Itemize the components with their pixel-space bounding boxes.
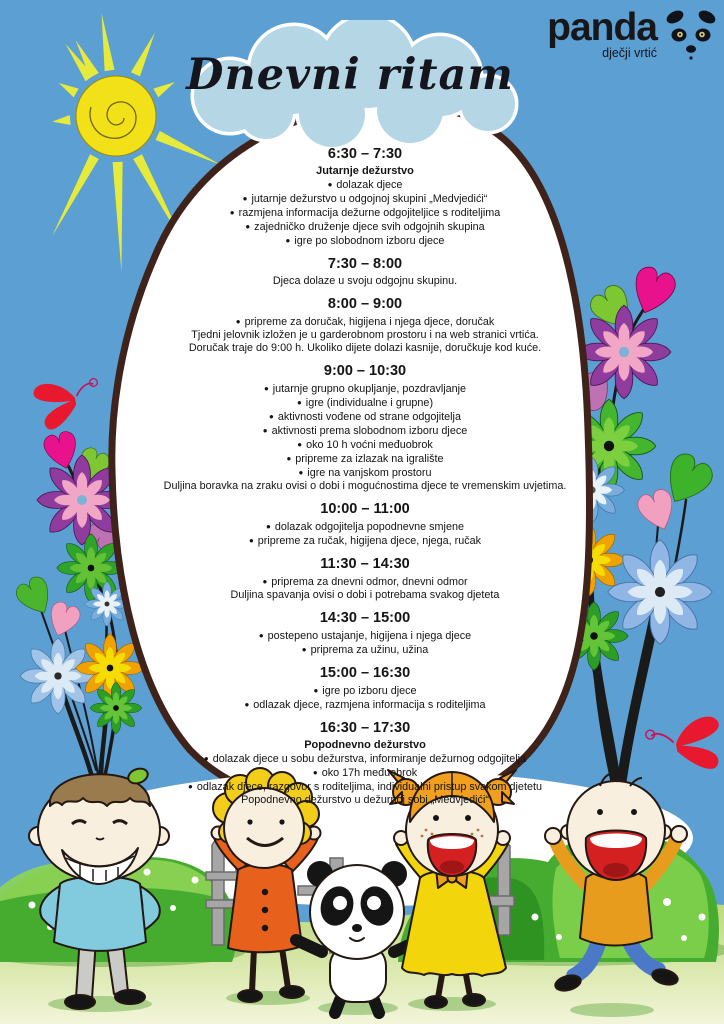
bullet-dot: ● bbox=[296, 398, 302, 407]
bullet-item bbox=[140, 698, 590, 712]
note-line bbox=[140, 342, 590, 355]
item-text: postepeno ustajanje, higijena i njega djece bbox=[267, 630, 472, 642]
section-time: 11:30 – 14:30 bbox=[320, 556, 410, 572]
bullet-item bbox=[140, 410, 590, 424]
schedule-section bbox=[140, 556, 590, 602]
bullet-dot: ● bbox=[248, 536, 254, 545]
section-time: 14:30 – 15:00 bbox=[319, 610, 411, 626]
item-text: pripreme za doručak, higijena i njega djece, doručak bbox=[244, 316, 495, 328]
schedule-section bbox=[140, 720, 590, 807]
item-text: Doručak traje do 9:00 h. Ukoliko dijete dolazi kasnije, doručkuje kod kuće. bbox=[188, 342, 542, 354]
section-time: 9:00 – 10:30 bbox=[323, 363, 407, 379]
item-text: odlazak djece, razgovor s roditeljima, individualni pristup svakom djetetu bbox=[196, 781, 542, 793]
section-time: 15:00 – 16:30 bbox=[319, 665, 411, 681]
schedule-section bbox=[140, 610, 590, 657]
bullet-dot: ● bbox=[235, 317, 241, 326]
item-text: Duljina spavanja ovisi o dobi i potrebama svakog djeteta bbox=[230, 589, 500, 601]
schedule-section bbox=[140, 363, 590, 493]
bullet-item bbox=[140, 466, 590, 480]
item-text: Djeca dolaze u svoju odgojnu skupinu. bbox=[272, 275, 458, 287]
bullet-dot: ● bbox=[258, 631, 264, 640]
bullet-dot: ● bbox=[229, 208, 235, 217]
bullet-item bbox=[140, 534, 590, 548]
note-line bbox=[140, 275, 590, 288]
item-text: priprema za užinu, užina bbox=[310, 644, 429, 656]
item-text: igre (individualne i grupne) bbox=[305, 397, 434, 409]
item-text: jutarnje grupno okupljanje, pozdravljanje bbox=[272, 383, 467, 395]
bullet-dot: ● bbox=[312, 768, 318, 777]
bullet-dot: ● bbox=[285, 236, 291, 245]
bullet-dot: ● bbox=[297, 440, 303, 449]
bullet-item bbox=[140, 643, 590, 657]
bullet-item bbox=[140, 192, 590, 206]
section-subtitle: Popodnevno dežurstvo bbox=[304, 739, 426, 751]
section-time: 8:00 – 9:00 bbox=[327, 296, 403, 312]
note-line bbox=[140, 480, 590, 493]
logo-wordmark: panda bbox=[547, 6, 657, 49]
section-time: 6:30 – 7:30 bbox=[327, 146, 403, 162]
schedule-section bbox=[140, 665, 590, 712]
bullet-dot: ● bbox=[263, 384, 269, 393]
logo-tagline: dječji vrtić bbox=[602, 46, 657, 60]
schedule-section bbox=[140, 501, 590, 548]
logo-text bbox=[547, 6, 657, 60]
bullet-item bbox=[140, 178, 590, 192]
schedule-section bbox=[140, 256, 590, 288]
bullet-item bbox=[140, 452, 590, 466]
item-text: odlazak djece, razmjena informacija s roditeljima bbox=[253, 699, 486, 711]
bullet-item bbox=[140, 766, 590, 780]
item-text: zajedničko druženje djece svih odgojnih skupina bbox=[254, 221, 485, 233]
bullet-dot: ● bbox=[245, 222, 251, 231]
item-text: jutarnje dežurstvo u odgojnoj skupini „Medvjedići“ bbox=[251, 193, 488, 205]
item-text: igre na vanjskom prostoru bbox=[307, 467, 432, 479]
bullet-item bbox=[140, 234, 590, 248]
section-time: 16:30 – 17:30 bbox=[319, 720, 411, 736]
bullet-item bbox=[140, 780, 590, 794]
bullet-dot: ● bbox=[242, 194, 248, 203]
bullet-dot: ● bbox=[286, 454, 292, 463]
bullet-item bbox=[140, 382, 590, 396]
bullet-dot: ● bbox=[203, 754, 209, 763]
bullet-item bbox=[140, 752, 590, 766]
bullet-item bbox=[140, 206, 590, 220]
bullet-item bbox=[140, 629, 590, 643]
item-text: pripreme za izlazak na igralište bbox=[295, 453, 444, 465]
bullet-dot: ● bbox=[266, 522, 271, 531]
title-cloud bbox=[158, 20, 542, 152]
bullet-item bbox=[140, 575, 590, 589]
item-text: oko 17h međuobrok bbox=[321, 767, 418, 779]
bullet-dot: ● bbox=[327, 180, 333, 189]
page-title: Dnevni ritam bbox=[186, 50, 514, 100]
item-text: aktivnosti prema slobodnom izboru djece bbox=[271, 425, 468, 437]
bullet-dot: ● bbox=[262, 426, 268, 435]
item-text: oko 10 h voćni međuobrok bbox=[306, 439, 433, 451]
note-line bbox=[140, 329, 590, 342]
section-time: 7:30 – 8:00 bbox=[327, 256, 403, 272]
schedule-section bbox=[140, 146, 590, 248]
item-text: Duljina boravka na zraku ovisi o dobi i mogućnostima djece te vremenskim uvjetima. bbox=[163, 480, 567, 492]
bullet-dot: ● bbox=[313, 686, 319, 695]
logo bbox=[547, 8, 718, 62]
bullet-dot: ● bbox=[262, 577, 268, 586]
item-text: igre po izboru djece bbox=[322, 685, 417, 697]
item-text: aktivnosti vođene od strane odgojitelja bbox=[277, 411, 461, 423]
panda-logo-icon bbox=[664, 8, 718, 62]
item-text: razmjena informacija dežurne odgojiteljice s roditeljima bbox=[238, 207, 501, 219]
bullet-item bbox=[140, 220, 590, 234]
schedule-section bbox=[140, 296, 590, 355]
item-text: Popodnevno dežurstvo u dežurnoj sobi „Medvjedići“ bbox=[241, 794, 489, 806]
bullet-item bbox=[140, 520, 590, 534]
bullet-item bbox=[140, 424, 590, 438]
bullet-dot: ● bbox=[301, 645, 307, 654]
section-time: 10:00 – 11:00 bbox=[320, 501, 410, 517]
schedule bbox=[140, 146, 590, 815]
item-text: Tjedni jelovnik izložen je u garderobnom prostoru i na web stranici vrtića. bbox=[191, 329, 539, 341]
item-text: igre po slobodnom izboru djece bbox=[294, 235, 445, 247]
bullet-dot: ● bbox=[244, 700, 250, 709]
item-text: dolazak odgojitelja popodnevne smjene bbox=[274, 521, 464, 533]
note-line bbox=[140, 589, 590, 602]
item-text: pripreme za ručak, higijena djece, njega, ručak bbox=[257, 535, 482, 547]
item-text: dolazak djece bbox=[336, 179, 403, 191]
section-subtitle: Jutarnje dežurstvo bbox=[316, 165, 414, 177]
note-line bbox=[140, 794, 590, 807]
bullet-item bbox=[140, 396, 590, 410]
bullet-dot: ● bbox=[269, 412, 274, 421]
bullet-dot: ● bbox=[188, 782, 193, 791]
item-text: dolazak djece u sobu dežurstva, informiranje dežurnog odgojitelja bbox=[212, 753, 527, 765]
item-text: priprema za dnevni odmor, dnevni odmor bbox=[271, 576, 468, 588]
bullet-item bbox=[140, 315, 590, 329]
bullet-item bbox=[140, 684, 590, 698]
bullet-item bbox=[140, 438, 590, 452]
bullet-dot: ● bbox=[298, 468, 304, 477]
